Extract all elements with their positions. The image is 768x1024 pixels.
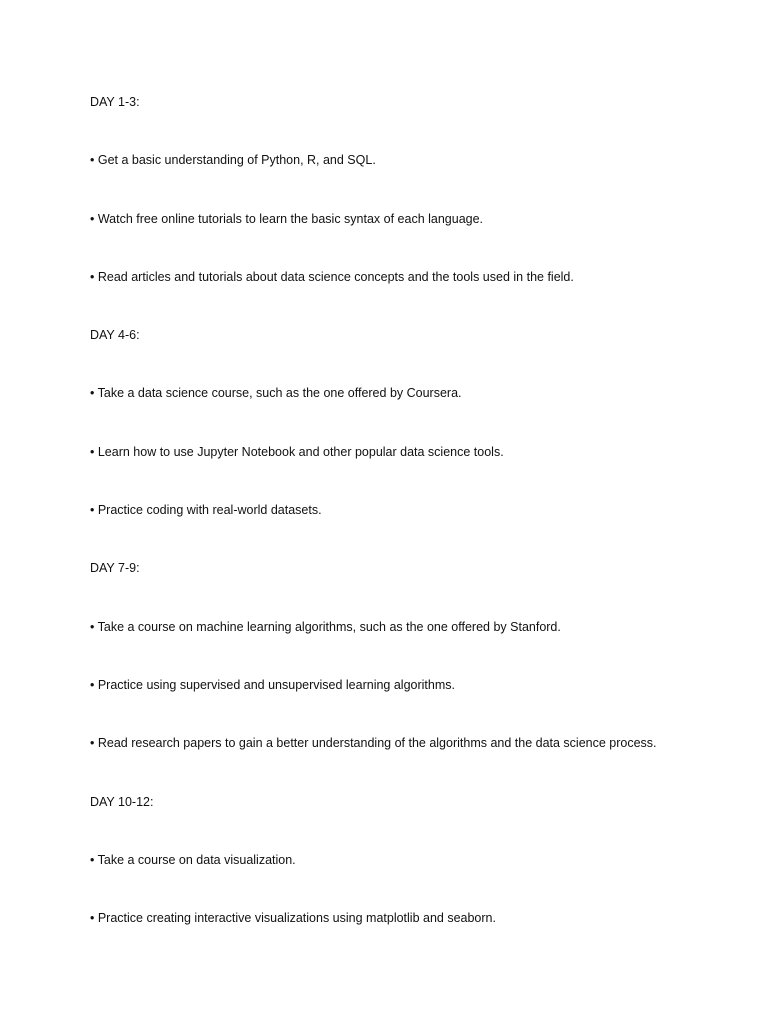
bullet-item: • Take a course on data visualization. <box>90 852 296 867</box>
bullet-item: • Practice creating interactive visualizations using matplotlib and seaborn. <box>90 911 496 926</box>
bullet-item: • Take a data science course, such as the one offered by Coursera. <box>90 386 462 401</box>
bullet-item: • Practice using supervised and unsupervised learning algorithms. <box>90 677 455 692</box>
day-heading-1-3: DAY 1-3: <box>90 95 140 109</box>
bullet-item: • Read research papers to gain a better understanding of the algorithms and the data science process. <box>90 736 657 751</box>
bullet-item: • Watch free online tutorials to learn the basic syntax of each language. <box>90 211 484 226</box>
day-heading-4-6: DAY 4-6: <box>90 328 140 343</box>
bullet-item: • Practice coding with real-world datasets. <box>90 503 322 518</box>
day-heading-10-12: DAY 10-12: <box>90 794 154 809</box>
bullet-item: • Get a basic understanding of Python, R, and SQL. <box>90 153 376 168</box>
document-body <box>90 94 730 968</box>
bullet-item: • Read articles and tutorials about data science concepts and the tools used in the field. <box>90 269 574 284</box>
bullet-item: • Learn how to use Jupyter Notebook and other popular data science tools. <box>90 444 504 459</box>
day-heading-7-9: DAY 7-9: <box>90 561 140 576</box>
bullet-item: • Take a course on machine learning algorithms, such as the one offered by Stanford. <box>90 619 561 634</box>
